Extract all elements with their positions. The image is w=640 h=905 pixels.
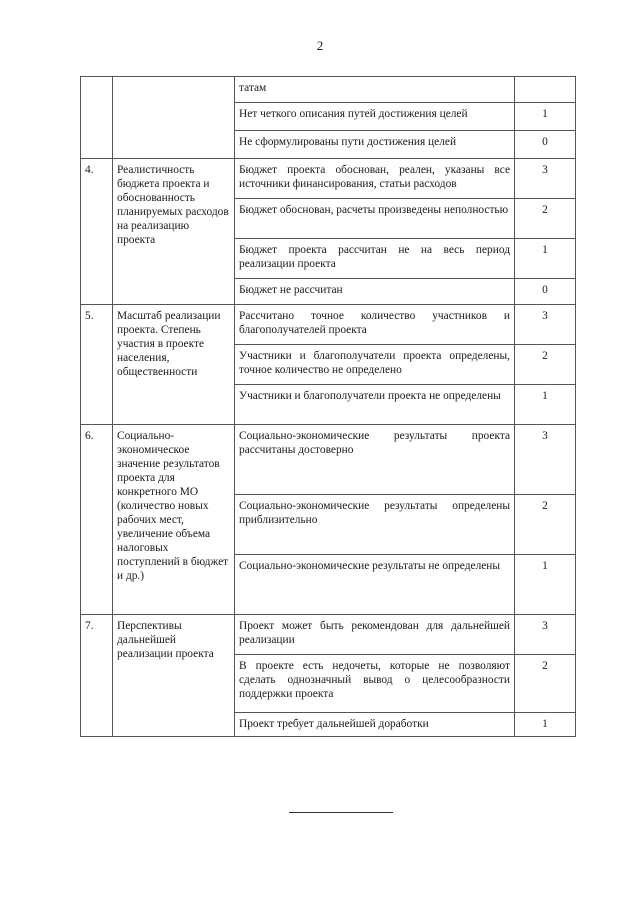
table-row (81, 305, 576, 345)
indicator-score: 1 (515, 103, 576, 131)
criterion-name (113, 77, 235, 159)
indicator-description: Социально-экономические результаты проекта рассчитаны достоверно (235, 425, 515, 495)
indicator-description: В проекте есть недочеты, которые не позволяют сделать однозначный вывод о целесообразности поддержки проекта (235, 655, 515, 713)
indicator-description: Участники и благополучатели проекта определены, точное количество не определено (235, 345, 515, 385)
indicator-score: 2 (515, 495, 576, 555)
indicator-description: Проект может быть рекомендован для дальнейшей реализации (235, 615, 515, 655)
indicator-score: 0 (515, 131, 576, 159)
criterion-number (81, 77, 113, 159)
indicator-score: 1 (515, 385, 576, 425)
indicator-description: Бюджет проекта рассчитан не на весь период реализации проекта (235, 239, 515, 279)
indicator-description: Рассчитано точное количество участников и благополучателей проекта (235, 305, 515, 345)
indicator-score: 1 (515, 713, 576, 737)
indicator-description: Социально-экономические результаты не определены (235, 555, 515, 615)
indicator-description: Бюджет проекта обоснован, реален, указаны все источники финансирования, статьи расходов (235, 159, 515, 199)
page-number: 2 (316, 38, 324, 53)
indicator-score: 2 (515, 199, 576, 239)
indicator-description: Проект требует дальнейшей доработки (235, 713, 515, 737)
table-row (81, 425, 576, 495)
criteria-table-body (81, 77, 576, 737)
criterion-number: 7. (81, 615, 113, 737)
criteria-table (80, 76, 576, 737)
indicator-description: Участники и благополучатели проекта не определены (235, 385, 515, 425)
indicator-score: 2 (515, 655, 576, 713)
indicator-description: Бюджет обоснован, расчеты произведены неполностью (235, 199, 515, 239)
indicator-score: 3 (515, 615, 576, 655)
indicator-description: Не сформулированы пути достижения целей (235, 131, 515, 159)
indicator-score: 3 (515, 425, 576, 495)
criterion-number: 6. (81, 425, 113, 615)
indicator-score: 3 (515, 159, 576, 199)
table-row (81, 77, 576, 103)
indicator-description: Нет четкого описания путей достижения целей (235, 103, 515, 131)
table-row (81, 615, 576, 655)
criterion-number: 5. (81, 305, 113, 425)
criterion-number: 4. (81, 159, 113, 305)
indicator-score: 0 (515, 279, 576, 305)
indicator-description: татам (235, 77, 515, 103)
indicator-score: 3 (515, 305, 576, 345)
indicator-score: 1 (515, 239, 576, 279)
indicator-score (515, 77, 576, 103)
criterion-name: Реалистичность бюджета проекта и обоснованность планируемых расходов на реализацию проекта (113, 159, 235, 305)
indicator-score: 2 (515, 345, 576, 385)
criterion-name: Перспективы дальнейшей реализации проекта (113, 615, 235, 737)
criterion-name: Масштаб реализации проекта. Степень участия в проекте населения, общественности (113, 305, 235, 425)
indicator-score: 1 (515, 555, 576, 615)
indicator-description: Социально-экономические результаты определены приблизительно (235, 495, 515, 555)
criterion-name: Социально-экономическое значение результатов проекта для конкретного МО (количество новых рабочих мест, увеличение объема налоговых поступлений в бюджет и др.) (113, 425, 235, 615)
table-row (81, 159, 576, 199)
indicator-description: Бюджет не рассчитан (235, 279, 515, 305)
signoff-line (289, 812, 393, 813)
